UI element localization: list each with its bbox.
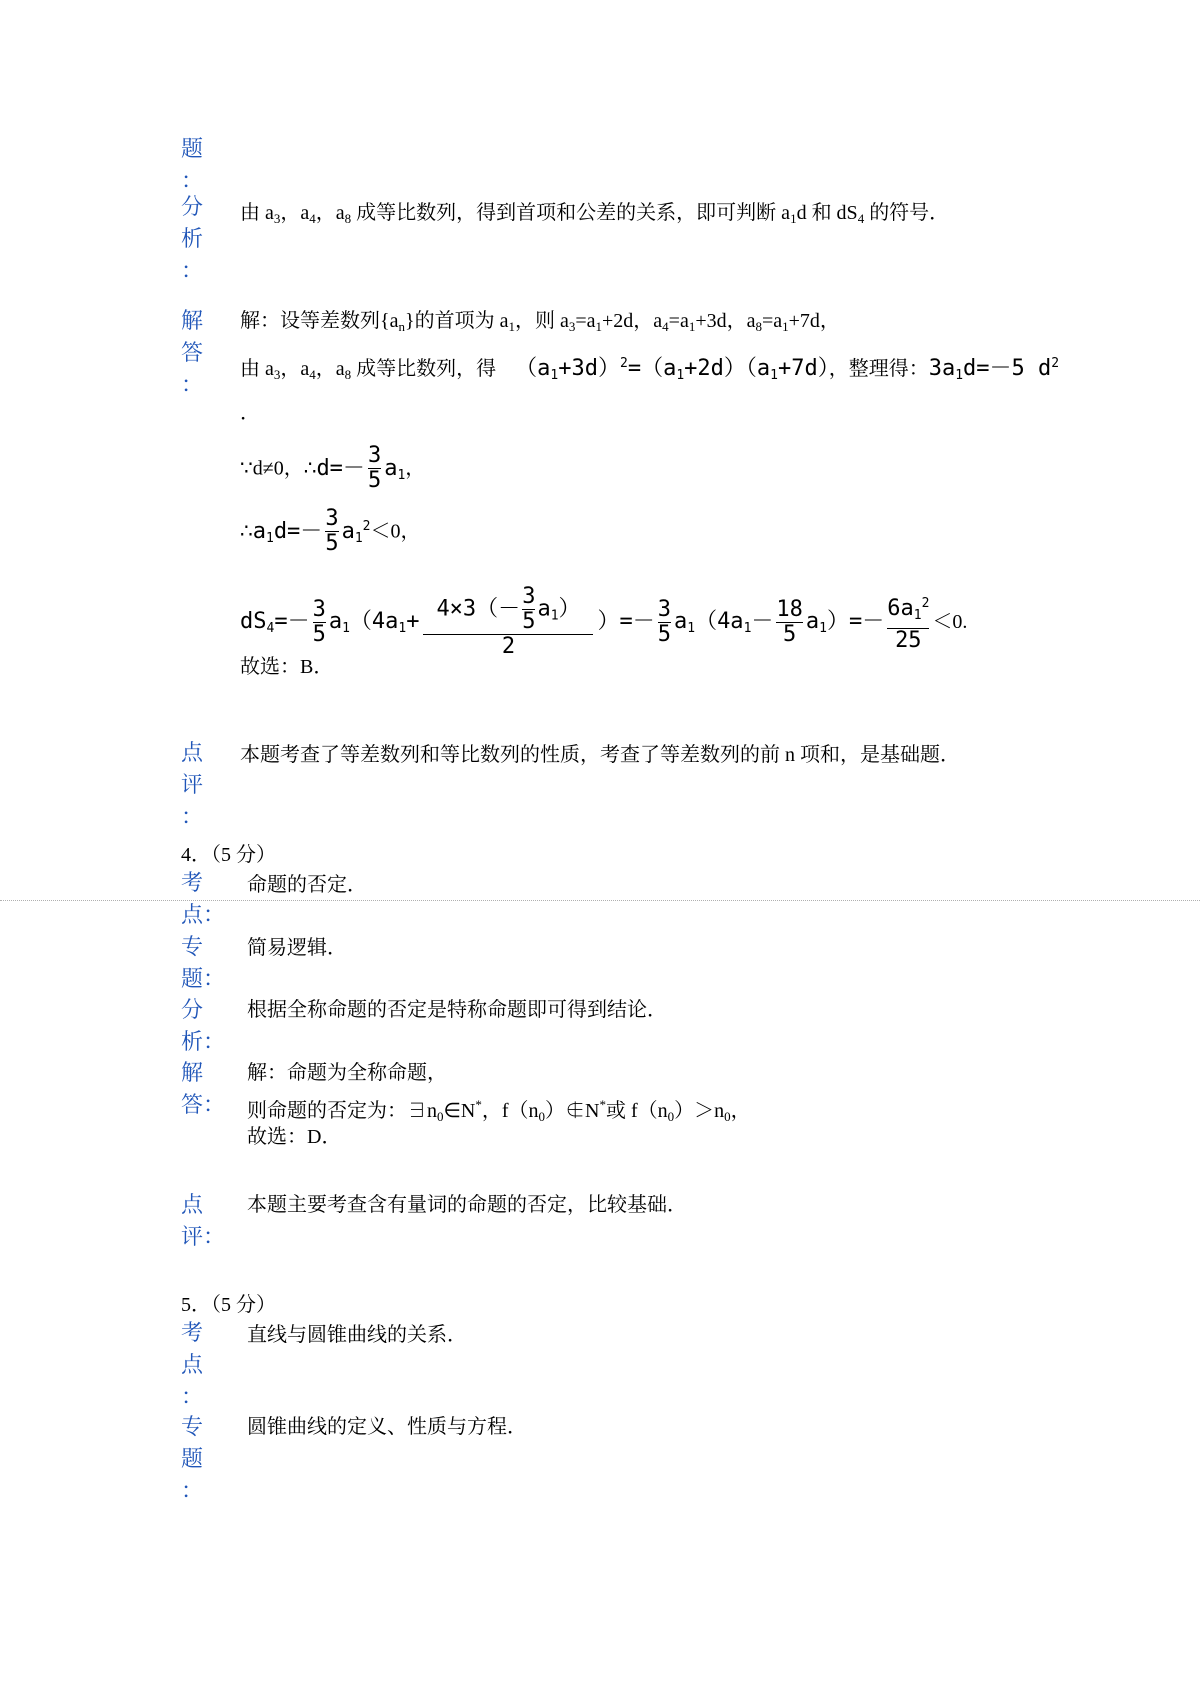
solution-choose: 故选：B．	[240, 656, 334, 678]
q5-heading: 5．（5 分）	[181, 1294, 276, 1316]
solution-line-1: 解：设等差数列$\{a_n\}$的首项为 $a_1$，则 $a_3=a_1+2d$，$a_4=a_1+3d$，$a_8=a_1+7d$，	[240, 310, 840, 334]
solution-period: ．	[240, 402, 260, 424]
q4-comment-text: 本题主要考查含有量词的命题的否定，比较基础．	[247, 1194, 687, 1216]
q4-heading: 4．（5 分）	[181, 844, 276, 866]
q4-solution-line-2: 则命题的否定为：$\exists n_0\in N^*$，$f(n_0)\notin N^*$或 $f(n_0)>n_0$，	[247, 1097, 751, 1124]
q5-zhuanti-text: 圆锥曲线的定义、性质与方程．	[247, 1416, 527, 1438]
q4-solution-line-1: 解：命题为全称命题，	[247, 1062, 447, 1084]
label-comment: 点 评 ：	[181, 741, 204, 830]
label-solution: 解 答 ：	[181, 309, 204, 398]
q5-kaodian-text: 直线与圆锥曲线的关系．	[247, 1324, 467, 1346]
q4-kaodian-text: 命题的否定．	[247, 874, 367, 896]
q4-label-zhuanti: 专 题：	[181, 935, 226, 992]
solution-line-3: ∵d≠0，∴d=－ $\frac{3}{5}$ $a_1$，	[240, 443, 426, 493]
page-divider	[0, 900, 1200, 901]
analysis-text: 由 $a_3$，$a_4$，$a_8$ 成等比数列，得到首项和公差的关系，即可判断 $a_1d$ 和 $dS_4$ 的符号．	[240, 202, 950, 226]
q4-zhuanti-text: 简易逻辑．	[247, 937, 347, 959]
comment-text: 本题考查了等差数列和等比数列的性质，考查了等差数列的前 n 项和，是基础题．	[240, 744, 960, 766]
q4-label-kaodian: 考 点：	[181, 871, 226, 928]
label-analysis: 分 析 ：	[181, 195, 204, 284]
q4-solution-choose: 故选：D．	[247, 1126, 342, 1148]
q5-label-kaodian: 考 点 ：	[181, 1321, 204, 1410]
q4-label-jieda: 解 答：	[181, 1061, 226, 1118]
q5-label-zhuanti: 专 题 ：	[181, 1415, 204, 1504]
label-ti-colon: 题 ：	[181, 137, 204, 194]
solution-line-2: 由 $a_3$，$a_4$，$a_8$ 成等比数列，得 $(a_1+3d)^2=(a_1+2d)(a_1+7d)$，整理得：$3a_1d=-5$ $d^2$	[240, 356, 1060, 383]
q4-label-dianping: 点 评：	[181, 1193, 226, 1250]
q4-label-fenxi: 分 析：	[181, 998, 226, 1055]
solution-line-4: $\therefore a_1d=-$ $\frac{3}{5}$ $a_1^2<0$，	[240, 506, 421, 556]
solution-line-5: $dS_4=-$ $\frac{3}{5}$ $a_1(4a_1+$ 4×3（－ $\frac{3}{5}$ $a_1$） 2 ）=－ $\frac{3}{5}$ $a_1(4a_1-$ $\frac{18}{5}$ $a_1)=-$ $\frac{6a_1^2}{25}$ ＜0.	[240, 584, 968, 659]
q4-fenxi-text: 根据全称命题的否定是特称命题即可得到结论．	[247, 999, 667, 1021]
